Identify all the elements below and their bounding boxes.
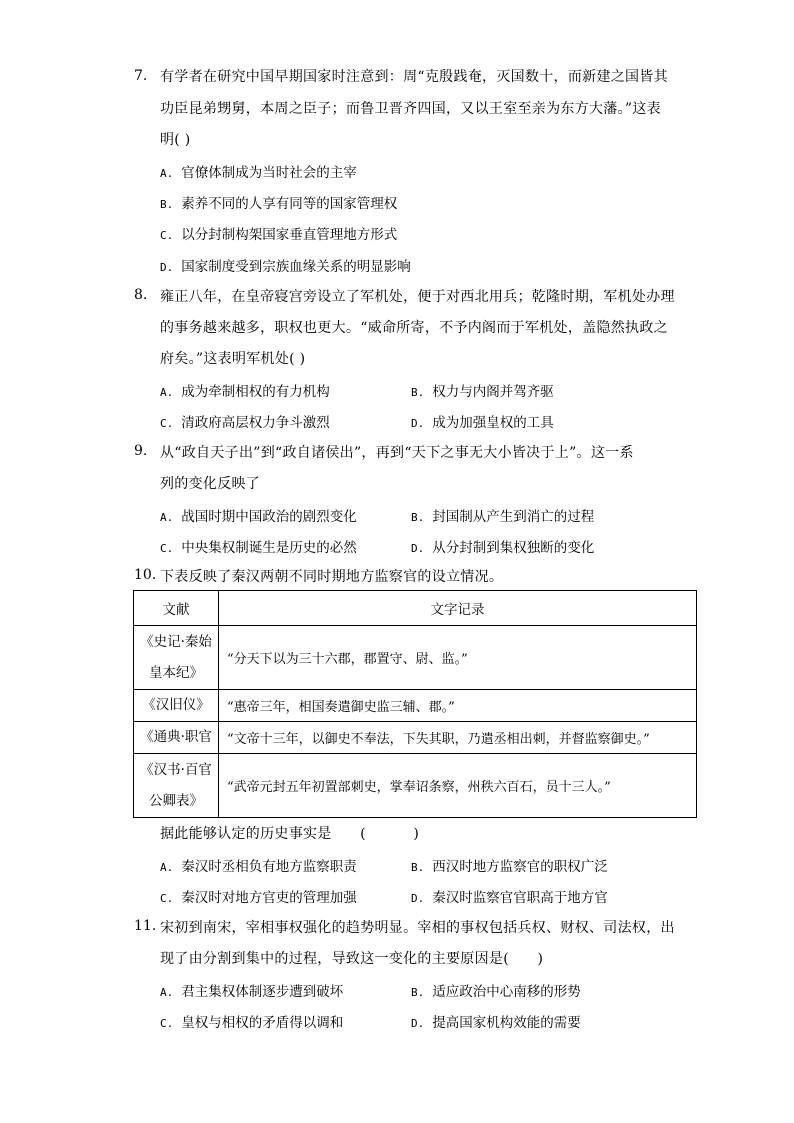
table-cell-record: “武帝元封五年初置部刺史，掌奉诏条察，州秩六百石，员十三人。” [219,754,697,818]
question-stem-line: 列的变化反映了 [160,476,261,492]
question-stem-line: 有学者在研究中国早期国家时注意到：周“克殷践奄，灭国数十，而新建之国皆其 [160,69,668,85]
option-b[interactable]: B. 素养不同的人享有同等的国家管理权 [160,196,398,212]
option-d[interactable]: D. 提高国家机构效能的需要 [411,1015,581,1031]
question-stem-line: 从“政自天子出”到“政自诸侯出”，再到“天下之事无大小皆决于上”。这一系 [160,445,634,461]
question-stem-line: 府矣。”这表明军机处( ) [160,351,306,367]
option-c[interactable]: C. 中央集权制诞生是历史的必然 [160,540,357,556]
table-row [134,626,697,690]
option-a[interactable]: A. 君主集权体制逐步遭到破坏 [160,984,344,1000]
option-b[interactable]: B. 西汉时地方监察官的职权广泛 [411,859,608,875]
option-d[interactable]: D. 秦汉时监察官官职高于地方官 [411,890,608,906]
table-cell-source: 《通典·职官 [134,722,219,754]
question-stem-line: 功臣昆弟甥舅，本周之臣子；而鲁卫晋齐四国，又以王室至亲为东方大藩。”这表 [160,101,661,117]
option-b[interactable]: B. 适应政治中心南移的形势 [411,984,581,1000]
question-stem-line: 雍正八年，在皇帝寝宫旁设立了军机处，便于对西北用兵；乾隆时期，军机处办理 [160,289,675,305]
table-header-cell: 文字记录 [219,591,697,626]
table-cell-record: “分天下以为三十六郡，郡置守、尉、监。” [219,626,697,690]
table-header-row [134,591,697,626]
table-row [134,690,697,722]
option-a[interactable]: A. 秦汉时丞相负有地方监察职责 [160,859,357,875]
option-b[interactable]: B. 权力与内阁并驾齐驱 [411,384,554,400]
option-b[interactable]: B. 封国制从产生到消亡的过程 [411,509,595,525]
question-prompt: 据此能够认定的历史事实是 ( ) [160,826,420,842]
question-number: 10. [134,567,157,583]
question-stem-line: 明( ) [160,132,191,148]
option-a[interactable]: A. 战国时期中国政治的剧烈变化 [160,509,357,525]
option-c[interactable]: C. 秦汉时对地方官吏的管理加强 [160,890,357,906]
question-number: 9. [134,443,148,459]
question-stem-line: 宋初到南宋，宰相事权强化的趋势明显。宰相的事权包括兵权、财权、司法权，出 [160,920,675,936]
question-number: 8. [134,287,148,303]
table-cell-record: “惠帝三年，相国奏遣御史监三辅、郡。” [219,690,697,722]
option-d[interactable]: D. 从分封制到集权独断的变化 [411,540,595,556]
option-d[interactable]: D. 成为加强皇权的工具 [411,415,554,431]
table-cell-source: 《史记·秦始 皇本纪》 [134,626,219,690]
table-row [134,722,697,754]
table-cell-source: 《汉书·百官 公卿表》 [134,754,219,818]
question-stem-line: 下表反映了秦汉两朝不同时期地方监察官的设立情况。 [160,569,504,585]
option-c[interactable]: C. 皇权与相权的矛盾得以调和 [160,1015,344,1031]
option-c[interactable]: C. 清政府高层权力争斗激烈 [160,415,330,431]
option-a[interactable]: A. 官僚体制成为当时社会的主宰 [160,165,357,181]
table-row [134,754,697,818]
question-number: 7. [134,68,148,84]
table-header-cell: 文献 [134,591,219,626]
question-number: 11. [134,918,157,934]
question-stem-line: 现了由分割到集中的过程，导致这一变化的主要原因是( ) [160,951,544,967]
option-d[interactable]: D. 国家制度受到宗族血缘关系的明显影响 [160,259,411,275]
question-stem-line: 的事务越来越多，职权也更大。“威命所寄，不予内阁而于军机处，盖隐然执政之 [160,320,668,336]
table-cell-record: “文帝十三年，以御史不奉法，下失其职，乃遣丞相出刺，并督监察御史。” [219,722,697,754]
source-table [133,590,697,818]
option-c[interactable]: C. 以分封制构架国家垂直管理地方形式 [160,227,398,243]
option-a[interactable]: A. 成为牵制相权的有力机构 [160,384,330,400]
table-cell-source: 《汉旧仪》 [134,690,219,722]
